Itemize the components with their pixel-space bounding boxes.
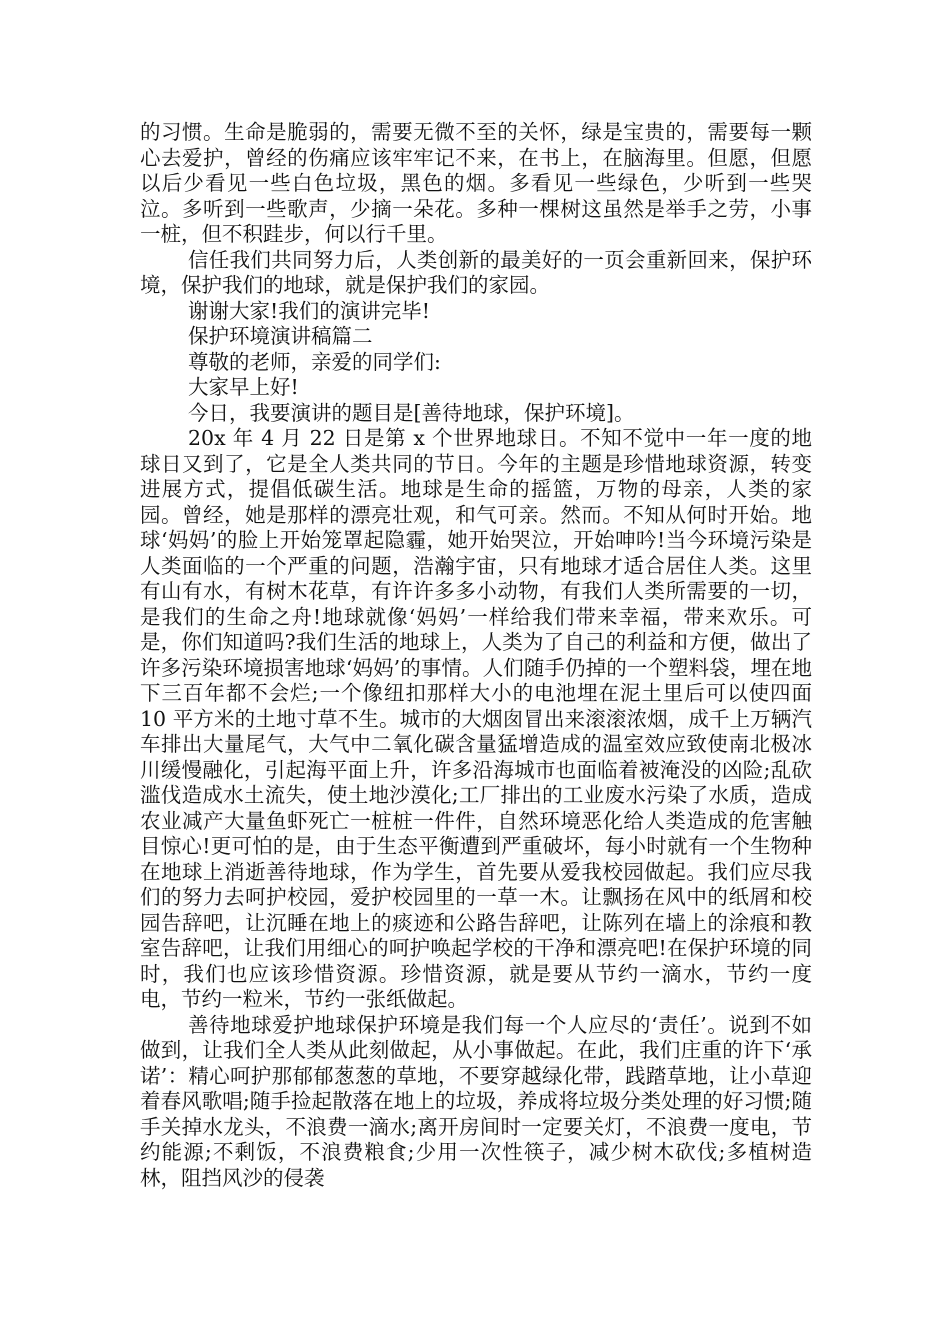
paragraph-thanks: 谢谢大家!我们的演讲完毕! bbox=[188, 298, 430, 323]
paragraph-commitment: 善待地球爱护地球保护环境是我们每一个人应尽的‘责任’。说到不如做到，让我们全人类从此刻做起，从小事做起。在此，我们庄重的许下‘承诺’：精心呵护那郁郁葱葱的草地，不要穿越绿化带，践踏草地，让小草迎着春风歌唱;随手捡起散落在地上的垃圾，养成将垃圾分类处理的好习惯;随手关掉水龙头，不浪费一滴水;离开房间时一定要关灯，不浪费一度电，节约能源;不剩饭，不浪费粮食;少用一次性筷子，减少树木砍伐;多植树造林，阻挡风沙的侵袭 bbox=[140, 1012, 812, 1190]
paragraph-continuation: 的习惯。生命是脆弱的，需要无微不至的关怀，绿是宝贵的，需要每一颗心去爱护，曾经的伤痛应该牢牢记不来，在书上，在脑海里。但愿，但愿以后少看见一些白色垃圾，黑色的烟。多看见一些绿色，少听到一些哭泣。多听到一些歌声，少摘一朵花。多种一棵树这虽然是举手之劳，小事一桩，但不积跬步，何以行千里。 bbox=[140, 120, 812, 246]
section-title: 保护环境演讲稿篇二 bbox=[188, 324, 373, 348]
document-body bbox=[140, 120, 812, 1191]
paragraph-earth-day: 20x 年 4 月 22 日是第 x 个世界地球日。不知不觉中一年一度的地球日又到了，它是全人类共同的节日。今年的主题是珍惜地球资源，转变进展方式，提倡低碳生活。地球是生命的摇篮，万物的母亲，人类的家园。曾经，她是那样的漂亮壮观，和气可亲。然而。不知从何时开始。地球‘妈妈’的脸上开始笼罩起隐霾，她开始哭泣，开始呻吟!当今环境污染是人类面临的一个严重的问题，浩瀚宇宙，只有地球才适合居住人类。这里有山有水，有树木花草，有许许多多小动物，有我们人类所需要的一切，是我们的生命之舟!地球就像‘妈妈’一样给我们带来幸福，带来欢乐。可是，你们知道吗?我们生活的地球上，人类为了自己的利益和方便，做出了许多污染环境损害地球‘妈妈’的事情。人们随手仍掉的一个塑料袋，埋在地下三百年都不会烂;一个像纽扣那样大小的电池埋在泥土里后可以使四面 10 平方米的土地寸草不生。城市的大烟囱冒出来滚滚浓烟，成千上万辆汽车排出大量尾气，大气中二氧化碳含量猛增造成的温室效应致使南北极冰川缓慢融化，引起海平面上升，许多沿海城市也面临着被淹没的凶险;乱砍滥伐造成水土流失，使土地沙漠化;工厂排出的工业废水污染了水质，造成农业减产大量鱼虾死亡一桩桩一件件，自然环境恶化给人类造成的危害触目惊心!更可怕的是，由于生态平衡遭到严重破坏，每小时就有一个生物种在地球上消逝善待地球，作为学生，首先要从爱我校园做起。我们应尽我们的努力去呵护校园，爱护校园里的一草一木。让飘扬在风中的纸屑和校园告辞吧，让沉睡在地上的痰迹和公路告辞吧，让陈列在墙上的涂痕和教室告辞吧，让我们用细心的呵护唤起学校的干净和漂亮吧!在保护环境的同时，我们也应该珍惜资源。珍惜资源，就是要从节约一滴水，节约一度电，节约一粒米，节约一张纸做起。 bbox=[140, 426, 812, 1011]
paragraph-closing-statement: 信任我们共同努力后，人类创新的最美好的一页会重新回来，保护环境，保护我们的地球，就是保护我们的家园。 bbox=[140, 247, 812, 297]
paragraph-greeting: 大家早上好! bbox=[188, 375, 299, 399]
paragraph-salutation: 尊敬的老师，亲爱的同学们: bbox=[188, 349, 441, 374]
paragraph-topic: 今日，我要演讲的题目是[善待地球，保护环境]。 bbox=[188, 400, 635, 425]
